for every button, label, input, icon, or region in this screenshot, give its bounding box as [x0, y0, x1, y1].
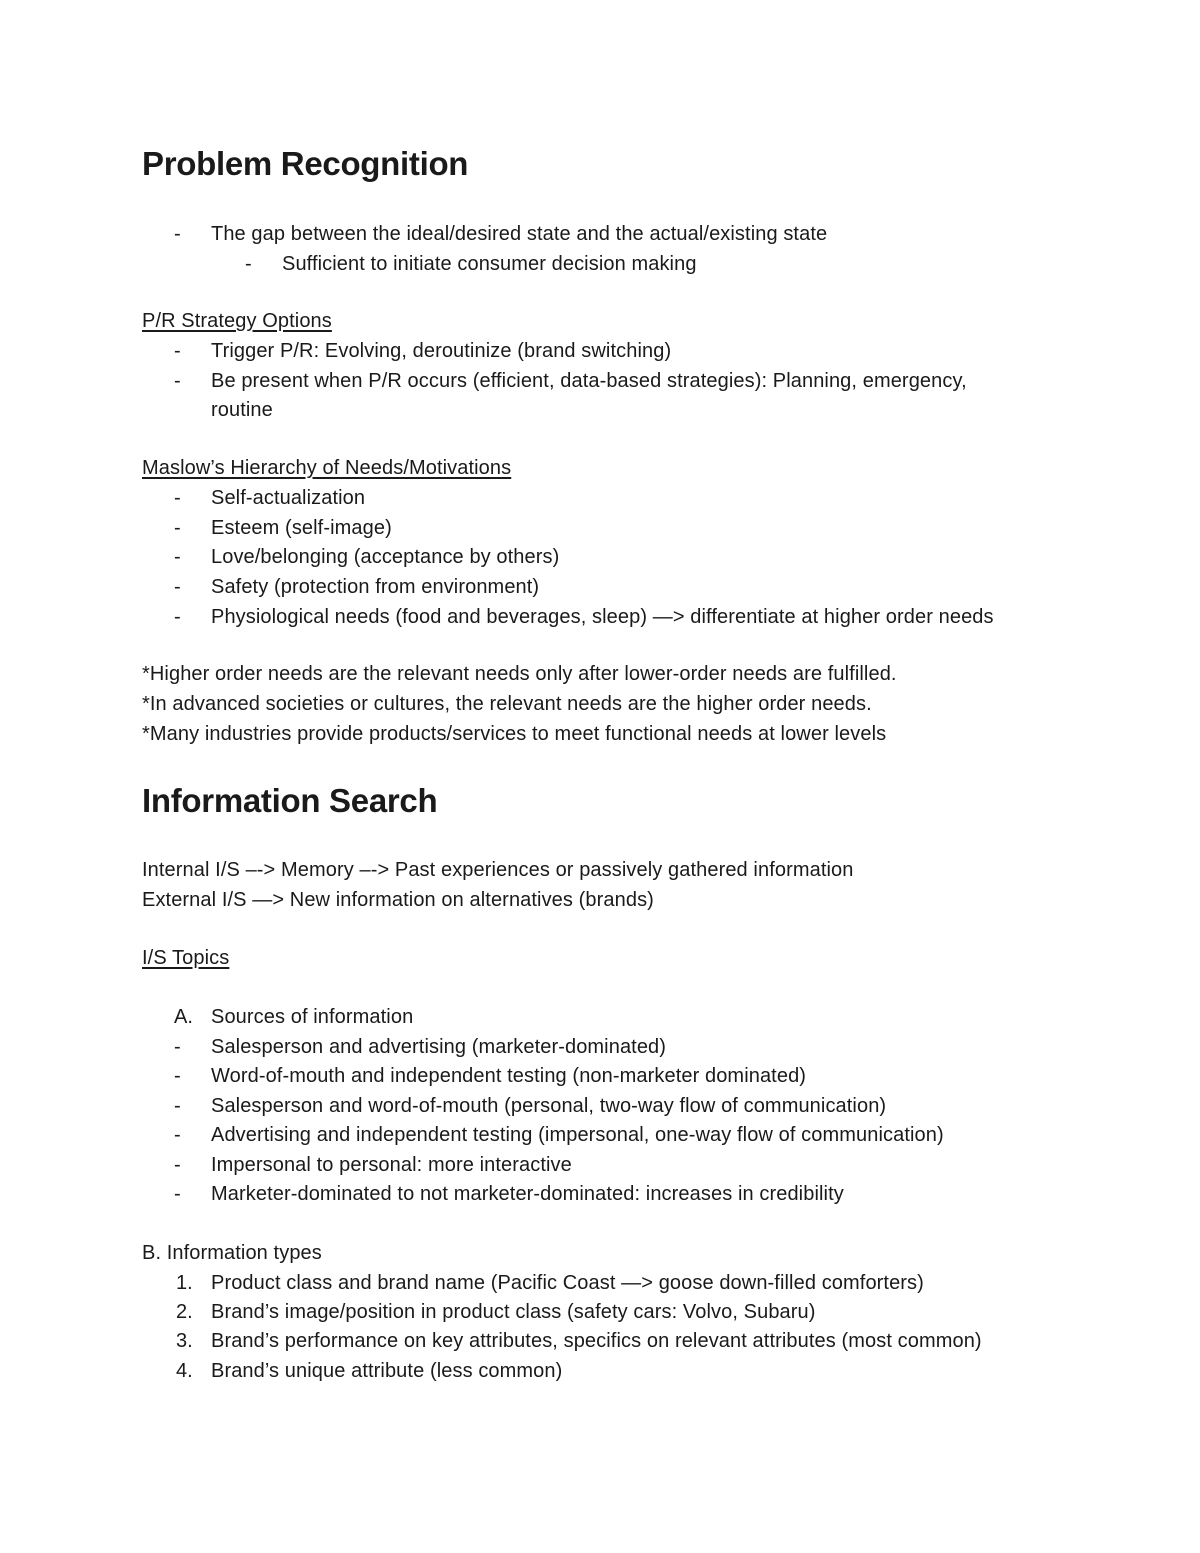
dash-bullet: -: [174, 1065, 181, 1087]
dash-bullet: -: [174, 576, 181, 598]
dash-bullet: -: [174, 1154, 181, 1176]
list-marker-number: 1.: [176, 1272, 193, 1294]
list-item: Sources of information: [211, 1006, 414, 1028]
dash-bullet: -: [174, 223, 181, 245]
dash-bullet: -: [174, 606, 181, 628]
list-item: Be present when P/R occurs (efficient, data-based strategies): Planning, emergency,: [211, 370, 967, 392]
list-item: Love/belonging (acceptance by others): [211, 546, 560, 568]
document-page: [142, 0, 1062, 1553]
list-marker-number: 4.: [176, 1360, 193, 1382]
list-item: Word-of-mouth and independent testing (non-marketer dominated): [211, 1065, 807, 1087]
list-item: Impersonal to personal: more interactive: [211, 1154, 572, 1176]
dash-bullet: -: [245, 253, 252, 275]
list-item: Physiological needs (food and beverages, sleep) —> differentiate at higher order needs: [211, 606, 994, 628]
subheading-is-topics: I/S Topics: [142, 947, 230, 969]
list-item-continuation: routine: [211, 399, 273, 421]
list-item: Sufficient to initiate consumer decision making: [282, 253, 697, 275]
list-marker-a: A.: [174, 1006, 193, 1028]
note-line: *Many industries provide products/services to meet functional needs at lower levels: [142, 723, 887, 745]
list-marker-number: 2.: [176, 1301, 193, 1323]
section-title-problem-recognition: Problem Recognition: [142, 145, 469, 182]
list-item: Salesperson and advertising (marketer-dominated): [211, 1036, 667, 1058]
list-item: Esteem (self-image): [211, 517, 392, 539]
paragraph-line: External I/S —> New information on alternatives (brands): [142, 889, 654, 911]
dash-bullet: -: [174, 1124, 181, 1146]
dash-bullet: -: [174, 1183, 181, 1205]
section-title-information-search: Information Search: [142, 782, 438, 819]
dash-bullet: -: [174, 487, 181, 509]
dash-bullet: -: [174, 1036, 181, 1058]
list-item: Brand’s performance on key attributes, specifics on relevant attributes (most common): [211, 1330, 982, 1352]
list-item: Self-actualization: [211, 487, 366, 509]
list-item: Brand’s image/position in product class (safety cars: Volvo, Subaru): [211, 1301, 816, 1323]
dash-bullet: -: [174, 370, 181, 392]
list-item: Product class and brand name (Pacific Coast —> goose down-filled comforters): [211, 1272, 924, 1294]
list-item: Marketer-dominated to not marketer-dominated: increases in credibility: [211, 1183, 844, 1205]
note-line: *Higher order needs are the relevant needs only after lower-order needs are fulfilled.: [142, 663, 897, 685]
list-heading-b: B. Information types: [142, 1242, 322, 1264]
list-marker-number: 3.: [176, 1330, 193, 1352]
dash-bullet: -: [174, 340, 181, 362]
subheading-strategy-options: P/R Strategy Options: [142, 310, 332, 332]
subheading-maslow: Maslow’s Hierarchy of Needs/Motivations: [142, 457, 512, 479]
list-item: Trigger P/R: Evolving, deroutinize (brand switching): [211, 340, 672, 362]
list-item: Brand’s unique attribute (less common): [211, 1360, 563, 1382]
dash-bullet: -: [174, 546, 181, 568]
list-item: The gap between the ideal/desired state and the actual/existing state: [211, 223, 828, 245]
list-item: Advertising and independent testing (impersonal, one-way flow of communication): [211, 1124, 944, 1146]
list-item: Safety (protection from environment): [211, 576, 540, 598]
dash-bullet: -: [174, 517, 181, 539]
dash-bullet: -: [174, 1095, 181, 1117]
list-item: Salesperson and word-of-mouth (personal, two-way flow of communication): [211, 1095, 887, 1117]
paragraph-line: Internal I/S –-> Memory –-> Past experiences or passively gathered information: [142, 859, 854, 881]
note-line: *In advanced societies or cultures, the relevant needs are the higher order needs.: [142, 693, 872, 715]
